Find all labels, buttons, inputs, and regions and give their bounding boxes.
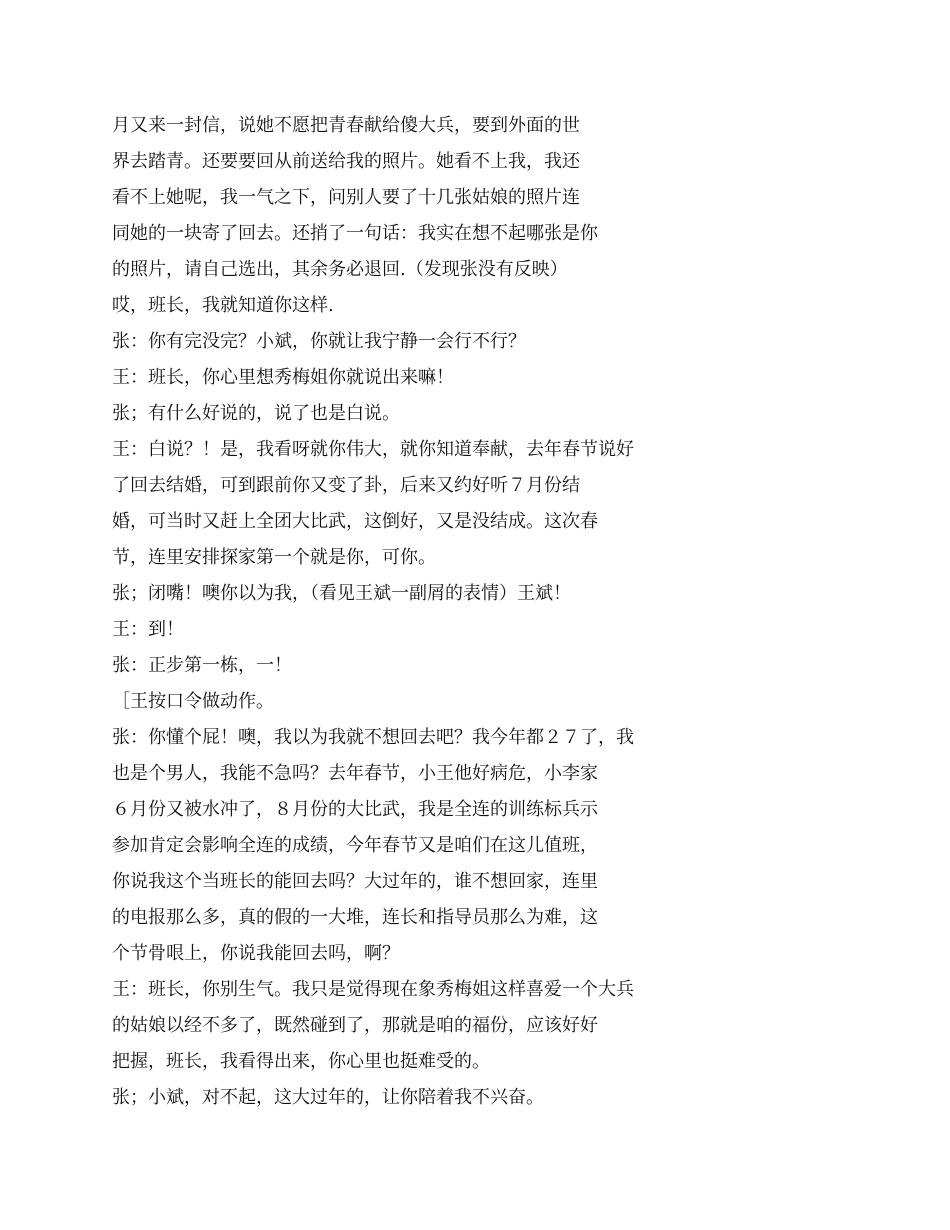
text-line-25: 王：班长，你别生气。我只是觉得现在象秀梅姐这样喜爱一个大兵 — [112, 979, 634, 1000]
text-line-12: 婚，可当时又赶上全团大比武，这倒好，又是没结成。这次春 — [112, 511, 598, 532]
text-line-4: 同她的一块寄了回去。还捎了一句话：我实在想不起哪张是你 — [112, 223, 598, 244]
text-line-22: 你说我这个当班长的能回去吗？大过年的，谁不想回家，连里 — [112, 871, 598, 892]
text-line-9: 张；有什么好说的，说了也是白说。 — [112, 403, 400, 424]
text-line-17: ［王按口令做动作。 — [112, 691, 274, 712]
text-line-15: 王：到！ — [112, 619, 184, 640]
text-line-7: 张：你有完没完？小斌，你就让我宁静一会行不行？ — [112, 331, 526, 352]
text-line-19: 也是个男人，我能不急吗？去年春节，小王他好病危，小李家 — [112, 763, 598, 784]
text-line-21: 参加肯定会影响全连的成绩，今年春节又是咱们在这儿值班， — [112, 835, 598, 856]
text-line-23: 的电报那么多，真的假的一大堆，连长和指导员那么为难，这 — [112, 907, 598, 928]
text-line-10: 王：白说？！是，我看呀就你伟大，就你知道奉献，去年春节说好 — [112, 439, 634, 460]
text-line-8: 王：班长，你心里想秀梅姐你就说出来嘛！ — [112, 367, 454, 388]
text-line-24: 个节骨哏上，你说我能回去吗，啊？ — [112, 943, 400, 964]
text-line-16: 张：正步第一栋，一！ — [112, 655, 292, 676]
text-line-5: 的照片，请自己选出，其余务必退回.（发现张没有反映） — [112, 259, 568, 280]
text-line-11: 了回去结婚，可到跟前你又变了卦，后来又约好听７月份结 — [112, 475, 580, 496]
text-line-27: 把握，班长，我看得出来，你心里也挺难受的。 — [112, 1051, 490, 1072]
text-line-2: 界去踏青。还要要回从前送给我的照片。她看不上我，我还 — [112, 151, 580, 172]
text-line-3: 看不上她呢，我一气之下，问别人要了十几张姑娘的照片连 — [112, 187, 580, 208]
text-line-14: 张；闭嘴！噢你以为我，（看见王斌一副屑的表情）王斌！ — [112, 583, 571, 604]
script-text-body — [112, 108, 672, 1116]
text-line-20: ６月份又被水冲了，８月份的大比武，我是全连的训练标兵示 — [112, 799, 598, 820]
text-line-18: 张：你懂个屁！噢，我以为我就不想回去吧？我今年都２７了，我 — [112, 727, 634, 748]
text-line-6: 哎，班长，我就知道你这样. — [112, 295, 334, 316]
text-line-1: 月又来一封信，说她不愿把青春献给傻大兵，要到外面的世 — [112, 115, 580, 136]
text-line-28: 张；小斌，对不起，这大过年的，让你陪着我不兴奋。 — [112, 1087, 544, 1108]
text-line-13: 节，连里安排探家第一个就是你，可你。 — [112, 547, 436, 568]
text-line-26: 的姑娘以经不多了，既然碰到了，那就是咱的福份，应该好好 — [112, 1015, 598, 1036]
